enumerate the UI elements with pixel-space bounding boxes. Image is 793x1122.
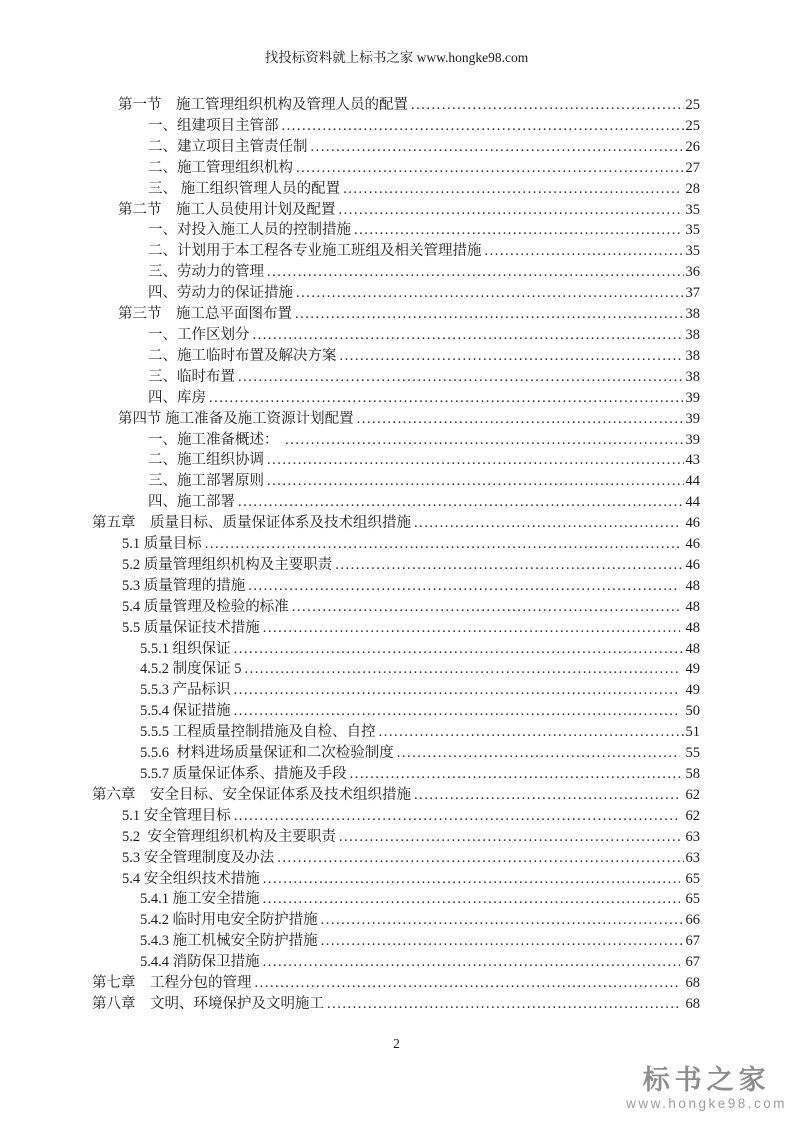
toc-entry[interactable] [0, 325, 793, 346]
toc-entry[interactable] [0, 827, 793, 848]
toc-entry-page: 49 [681, 661, 700, 678]
dot-leader [339, 200, 680, 221]
dot-leader [343, 179, 680, 200]
toc-entry[interactable] [0, 910, 793, 931]
dot-leader [339, 827, 680, 848]
dot-leader [411, 95, 684, 116]
toc-entry-page: 67 [685, 933, 700, 950]
toc-entry[interactable] [0, 576, 793, 597]
toc-entry-page: 63 [681, 828, 700, 845]
dot-leader [263, 618, 680, 639]
toc-entry-title: 5.5.5 工程质量控制措施及自检、自控 [140, 724, 376, 741]
toc-entry-page: 50 [681, 703, 700, 720]
toc-entry[interactable] [0, 764, 793, 785]
toc-entry-title: 5.1 质量目标 [122, 536, 202, 553]
toc-entry-page: 65 [681, 891, 700, 908]
toc-entry-page: 46 [681, 536, 700, 553]
toc-entry-page: 36 [685, 264, 700, 281]
toc-entry-page: 25 [685, 117, 700, 134]
toc-entry-title: 5.5.3 产品标识 [140, 682, 231, 699]
dot-leader [205, 534, 680, 555]
toc-entry-page: 27 [685, 159, 700, 176]
dot-leader [285, 430, 683, 451]
toc-entry[interactable] [0, 137, 793, 158]
toc-entry[interactable] [0, 785, 793, 806]
toc-entry-page: 65 [681, 870, 700, 887]
toc-entry-title: 第六章 安全目标、安全保证体系及技术组织措施 [92, 786, 411, 803]
dot-leader [238, 492, 684, 513]
toc-entry-title: 5.4 安全组织技术措施 [122, 870, 260, 887]
toc-entry-page: 39 [685, 389, 700, 406]
dot-leader [277, 848, 683, 869]
toc-entry-title: 5.4 质量管理及检验的标准 [122, 598, 289, 615]
dot-leader [263, 869, 680, 890]
toc-entry[interactable] [0, 952, 793, 973]
toc-entry-page: 44 [685, 494, 700, 511]
toc-entry-title: 5.5.4 保证措施 [140, 703, 231, 720]
toc-entry-page: 38 [685, 347, 700, 364]
toc-entry-title: 一、施工准备概述： [148, 431, 283, 448]
toc-entry-title: 5.2 安全管理组织机构及主要职责 [122, 828, 336, 845]
dot-leader [295, 304, 684, 325]
toc-entry-page: 68 [681, 975, 700, 992]
toc-entry[interactable] [0, 931, 793, 952]
toc-entry-title: 四、库房 [148, 389, 206, 406]
dot-leader [311, 137, 684, 158]
dot-leader [327, 994, 680, 1015]
toc-entry[interactable] [0, 618, 793, 639]
toc-entry[interactable] [0, 95, 793, 116]
watermark-logo [626, 1066, 787, 1111]
dot-leader [296, 158, 684, 179]
toc-entry[interactable] [0, 722, 793, 743]
dot-leader [350, 764, 684, 785]
toc-entry[interactable] [0, 889, 793, 910]
toc-entry-title: 5.1 安全管理目标 [122, 807, 231, 824]
table-of-contents [0, 95, 793, 1015]
toc-entry-title: 二、建立项目主管责任制 [148, 138, 308, 155]
toc-entry-page: 35 [681, 222, 700, 239]
toc-entry-title: 5.5 质量保证技术措施 [122, 619, 260, 636]
toc-entry[interactable] [0, 639, 793, 660]
toc-entry[interactable] [0, 450, 793, 471]
dot-leader [238, 367, 684, 388]
dot-leader [357, 409, 684, 430]
toc-entry-title: 5.5.7 质量保证体系、措施及手段 [140, 766, 347, 782]
dot-leader [253, 325, 684, 346]
toc-entry-page: 37 [685, 285, 700, 302]
toc-entry[interactable] [0, 179, 793, 200]
toc-entry-title: 5.3 安全管理制度及办法 [122, 849, 275, 866]
toc-entry[interactable] [0, 534, 793, 555]
toc-entry[interactable] [0, 492, 793, 513]
dot-leader [245, 659, 680, 680]
toc-entry-title: 第三节 施工总平面图布置 [118, 306, 292, 323]
footer-page-number: 2 [393, 1036, 400, 1051]
dot-leader [414, 785, 680, 806]
toc-entry-title: 第四节 施工准备及施工资源计划配置 [118, 410, 354, 427]
dot-leader [234, 806, 680, 827]
dot-leader [379, 722, 684, 743]
toc-entry-page: 38 [685, 306, 700, 323]
dot-leader [321, 931, 684, 952]
dot-leader [340, 346, 684, 367]
toc-entry-page: 43 [685, 452, 700, 469]
toc-entry-title: 四、施工部署 [148, 494, 235, 511]
dot-leader [263, 889, 680, 910]
toc-entry-title: 三、临时布置 [148, 368, 235, 385]
toc-entry-page: 26 [685, 138, 700, 155]
toc-entry-title: 第七章 工程分包的管理 [92, 975, 252, 992]
dot-leader [335, 555, 683, 576]
toc-entry[interactable] [0, 806, 793, 827]
toc-entry[interactable] [0, 743, 793, 764]
toc-entry-page: 48 [685, 640, 700, 657]
toc-entry-title: 5.2 质量管理组织机构及主要职责 [122, 556, 333, 573]
toc-entry[interactable] [0, 116, 793, 137]
toc-entry-page: 48 [681, 619, 700, 636]
toc-entry[interactable] [0, 701, 793, 722]
toc-entry-title: 5.4.4 消防保卫措施 [140, 954, 260, 971]
toc-entry-title: 第五章 质量目标、质量保证体系及技术组织措施 [92, 515, 411, 532]
dot-leader [354, 220, 680, 241]
toc-entry-page: 66 [685, 912, 700, 929]
toc-entry-page: 25 [685, 97, 700, 113]
dot-leader [397, 743, 680, 764]
toc-entry-page: 67 [681, 954, 700, 971]
toc-entry-title: 5.5.6 材料进场质量保证和二次检验制度 [140, 745, 394, 762]
toc-entry[interactable] [0, 659, 793, 680]
dot-leader [234, 680, 680, 701]
toc-entry-page: 63 [685, 849, 700, 866]
toc-entry[interactable] [0, 848, 793, 869]
toc-entry-title: 二、施工组织协调 [148, 452, 264, 469]
toc-entry-page: 35 [681, 201, 700, 218]
toc-entry[interactable] [0, 555, 793, 576]
toc-entry[interactable] [0, 283, 793, 304]
toc-entry[interactable] [0, 262, 793, 283]
toc-entry-page: 48 [681, 598, 700, 615]
watermark-url[interactable]: www.hongke98.com [626, 1096, 787, 1111]
dot-leader [267, 471, 684, 492]
toc-entry[interactable] [0, 200, 793, 221]
dot-leader [296, 283, 684, 304]
dot-leader [209, 388, 684, 409]
toc-entry-page: 55 [681, 745, 700, 762]
toc-entry[interactable] [0, 409, 793, 430]
toc-entry[interactable] [0, 513, 793, 534]
toc-entry-title: 5.3 质量管理的措施 [122, 577, 246, 594]
toc-entry-page: 46 [681, 515, 700, 532]
toc-entry-title: 5.4.1 施工安全措施 [140, 891, 260, 908]
toc-entry-title: 5.5.1 组织保证 [140, 640, 231, 657]
toc-entry[interactable] [0, 367, 793, 388]
toc-entry-page: 35 [685, 243, 700, 260]
toc-entry-page: 38 [685, 368, 700, 385]
toc-entry-title: 二、施工临时布置及解决方案 [148, 347, 337, 364]
toc-entry-title: 二、计划用于本工程各专业施工班组及相关管理措施 [148, 243, 482, 260]
toc-entry-title: 第一节 施工管理组织机构及管理人员的配置 [118, 97, 408, 113]
toc-entry-page: 39 [685, 431, 700, 448]
toc-entry[interactable] [0, 158, 793, 179]
dot-leader [282, 116, 684, 137]
toc-entry[interactable] [0, 597, 793, 618]
toc-entry[interactable] [0, 388, 793, 409]
toc-entry[interactable] [0, 471, 793, 492]
toc-entry[interactable] [0, 304, 793, 325]
toc-entry-title: 四、劳动力的保证措施 [148, 285, 293, 302]
toc-entry-page: 49 [681, 682, 700, 699]
dot-leader [267, 450, 684, 471]
toc-entry-title: 第二节 施工人员使用计划及配置 [118, 201, 336, 218]
toc-entry-title: 三、施工部署原则 [148, 473, 264, 490]
toc-entry-title: 5.4.3 施工机械安全防护措施 [140, 933, 318, 950]
dot-leader [248, 576, 680, 597]
toc-entry-page: 39 [685, 410, 700, 427]
toc-entry-title: 4.5.2 制度保证 5 [140, 661, 242, 678]
toc-entry-title: 一、组建项目主管部 [148, 117, 279, 134]
toc-entry-page: 58 [685, 766, 700, 782]
toc-entry-title: 三、劳动力的管理 [148, 264, 264, 281]
toc-entry-title: 一、对投入施工人员的控制措施 [148, 222, 351, 239]
toc-entry-page: 46 [685, 556, 700, 573]
watermark-brand-name: 标书之家 [642, 1065, 771, 1095]
dot-leader [255, 973, 680, 994]
toc-entry[interactable] [0, 869, 793, 890]
toc-entry-title: 第八章 文明、环境保护及文明施工 [92, 995, 324, 1012]
toc-entry[interactable] [0, 994, 793, 1015]
toc-entry[interactable] [0, 241, 793, 262]
toc-entry-page: 51 [685, 724, 700, 741]
dot-leader [321, 910, 684, 931]
toc-entry-page: 68 [681, 995, 700, 1012]
dot-leader [292, 597, 680, 618]
toc-entry-title: 一、工作区划分 [148, 326, 250, 343]
dot-leader [234, 639, 684, 660]
dot-leader [485, 241, 684, 262]
toc-entry[interactable] [0, 680, 793, 701]
toc-entry-page: 62 [681, 786, 700, 803]
toc-entry-page: 28 [681, 180, 700, 197]
toc-entry-page: 38 [685, 326, 700, 343]
toc-entry[interactable] [0, 220, 793, 241]
toc-entry-title: 二、施工管理组织机构 [148, 159, 293, 176]
toc-entry-title: 三、 施工组织管理人员的配置 [148, 180, 341, 197]
toc-entry[interactable] [0, 346, 793, 367]
toc-entry-title: 5.4.2 临时用电安全防护措施 [140, 912, 318, 929]
dot-leader [414, 513, 680, 534]
header-promo-text: 找投标资料就上标书之家 www.hongke98.com [264, 50, 529, 65]
dot-leader [267, 262, 684, 283]
toc-entry[interactable] [0, 973, 793, 994]
toc-entry[interactable] [0, 430, 793, 451]
dot-leader [234, 701, 680, 722]
toc-entry-page: 44 [685, 473, 700, 490]
toc-entry-page: 62 [681, 807, 700, 824]
toc-entry-page: 48 [681, 577, 700, 594]
dot-leader [263, 952, 680, 973]
